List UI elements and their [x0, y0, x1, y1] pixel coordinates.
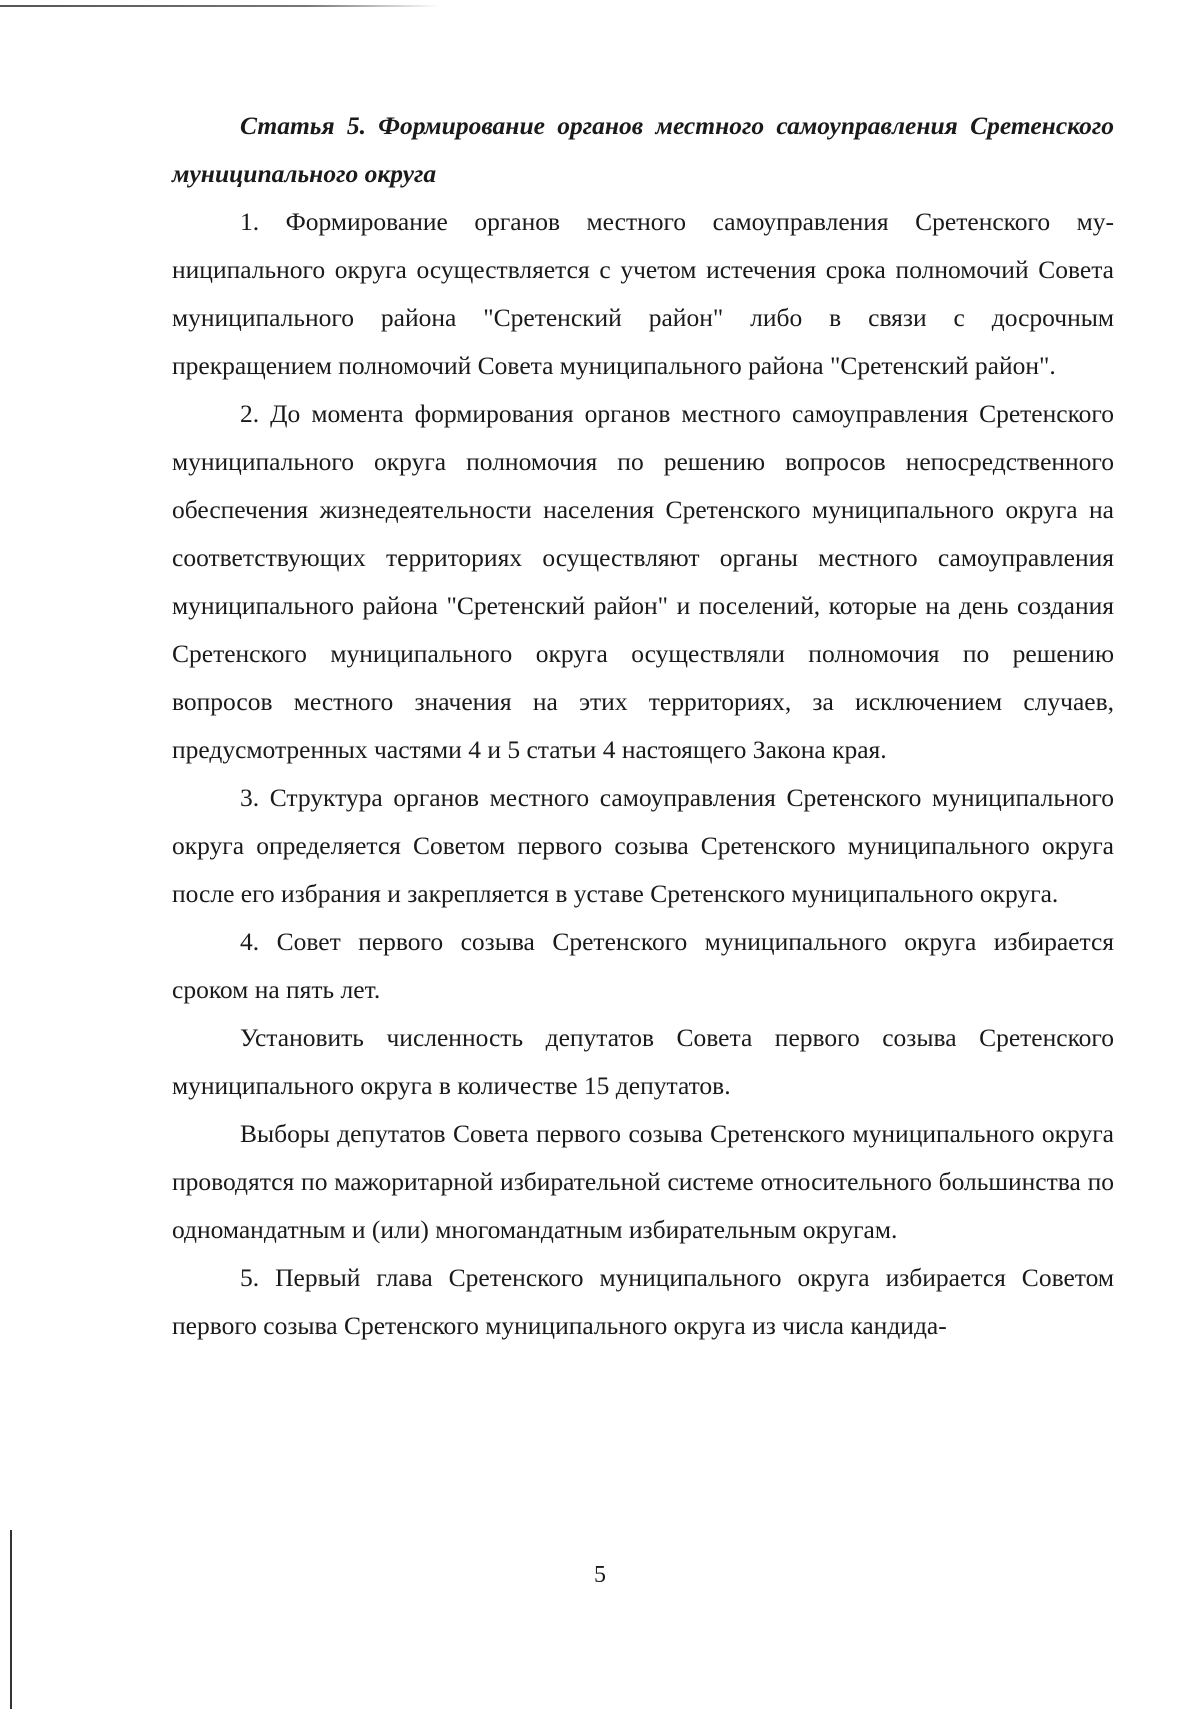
- paragraph-6: Выборы депутатов Совета первого созыва Сретенского муниципального округа проводятся по мажоритарной избирательной системе относительного большинства по одномандатным и (или) многомандатным избирательным округам.: [172, 1119, 1114, 1244]
- document-body: [172, 102, 1114, 1350]
- paragraph-2: 2. До момента формирования органов местного самоуправления Сретенского муниципального округа полномочия по решению вопросов непосредственного обеспечения жизнедеятельности населения Сретенского муниципального округа на соответствующих территориях осуществляют органы местного самоуправления муниципального района "Сретенский район" и поселений, которые на день создания Сретенского муниципального округа осуществляли полномочия по решению вопросов местного значения на этих территориях, за исключением случаев, предусмотренных частями 4 и 5 статьи 4 настоящего Закона края.: [172, 399, 1114, 764]
- page-number: 5: [594, 1562, 606, 1588]
- paragraph-3: 3. Структура органов местного самоуправления Сретенского муниципального округа определяется Советом первого созыва Сретенского муниципального округа после его избрания и закрепляется в уставе Сретенского муниципального округа.: [172, 783, 1114, 908]
- scan-edge-line-top: [0, 5, 440, 7]
- article-heading: Статья 5. Формирование органов местного самоуправления Сретенского муниципального округа: [172, 111, 1114, 188]
- paragraph-1: 1. Формирование органов местного самоуправления Сретенского муниципального округа осуществляется с учетом истечения срока полномочий Совета муниципального района "Сретенский район" либо в связи с досрочным прекращением полномочий Совета муниципального района "Сретенский район".: [172, 207, 1114, 380]
- scan-edge-line-left: [10, 1530, 12, 1709]
- paragraph-4: 4. Совет первого созыва Сретенского муниципального округа избирается сроком на пять лет.: [172, 927, 1114, 1004]
- paragraph-5: Установить численность депутатов Совета первого созыва Сретенского муниципального округа в количестве 15 депутатов.: [172, 1023, 1114, 1100]
- paragraph-7: 5. Первый глава Сретенского муниципального округа избирается Советом первого созыва Сретенского муниципального округа из числа кандида-: [172, 1263, 1114, 1340]
